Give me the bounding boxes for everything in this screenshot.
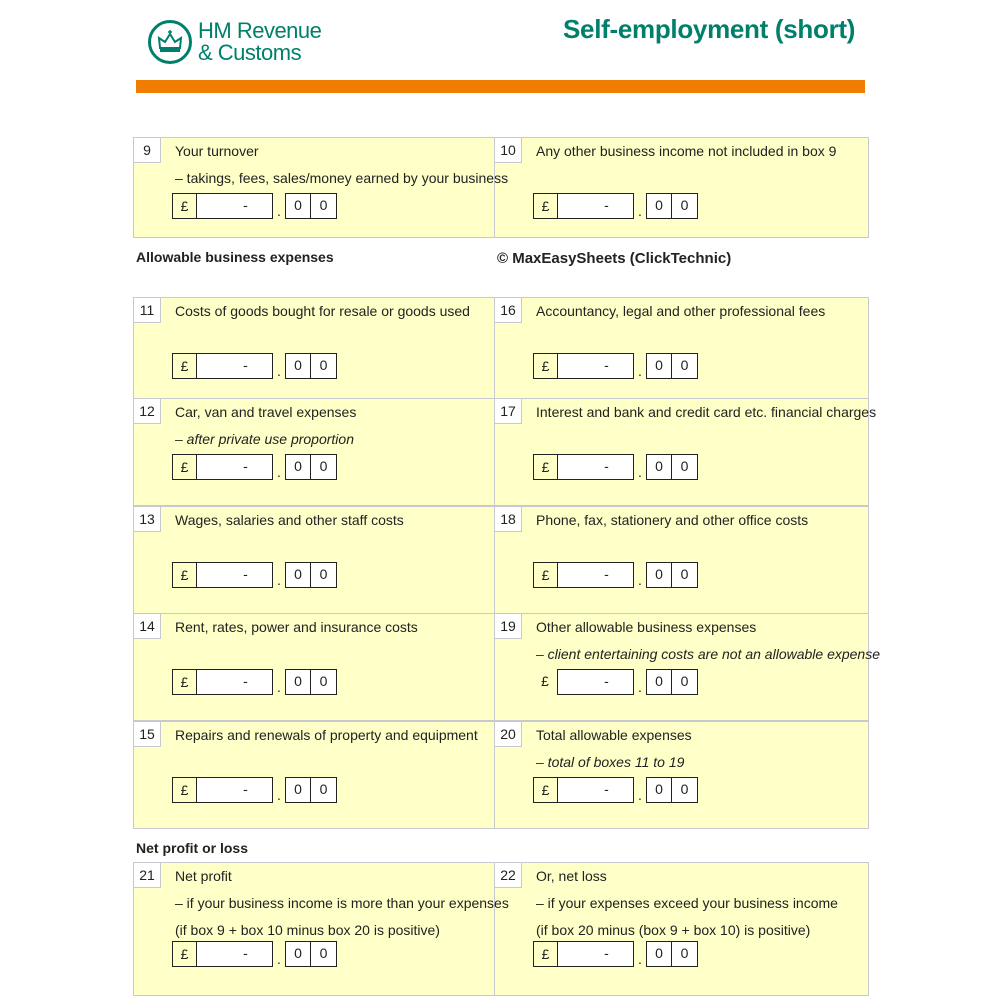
- pounds-input[interactable]: -: [557, 193, 634, 219]
- currency-symbol: £: [533, 562, 557, 588]
- currency-symbol: £: [172, 941, 196, 967]
- box-label: Costs of goods bought for resale or goods used: [175, 303, 470, 319]
- box-number: 21: [134, 863, 161, 888]
- pence-input-1[interactable]: 0: [285, 562, 311, 588]
- decimal-point: .: [638, 572, 642, 588]
- section-heading-net: Net profit or loss: [136, 840, 249, 856]
- pence-input-2[interactable]: 0: [311, 669, 337, 695]
- pence-input-1[interactable]: 0: [646, 562, 672, 588]
- box-number: 19: [495, 614, 522, 639]
- box-sublabel: (if box 20 minus (box 9 + box 10) is positive): [536, 922, 811, 938]
- box-number: 22: [495, 863, 522, 888]
- money-field: [172, 777, 337, 803]
- box-10: [494, 137, 869, 238]
- logo-line2: & Customs: [198, 40, 302, 65]
- pence-input-1[interactable]: 0: [285, 669, 311, 695]
- decimal-point: .: [638, 787, 642, 803]
- box-number: 11: [134, 298, 161, 323]
- decimal-point: .: [638, 464, 642, 480]
- box-19: [494, 613, 880, 721]
- currency-symbol: £: [172, 669, 196, 695]
- pence-input-1[interactable]: 0: [285, 353, 311, 379]
- box-label: Interest and bank and credit card etc. financial charges: [536, 404, 877, 420]
- decimal-point: .: [638, 951, 642, 967]
- box-22: [494, 862, 869, 996]
- crown-icon: [148, 20, 192, 64]
- box-label: Wages, salaries and other staff costs: [175, 512, 404, 528]
- box-label: Any other business income not included in box 9: [536, 143, 837, 159]
- money-field: [533, 669, 698, 695]
- header-divider: [136, 80, 865, 93]
- pence-input-1[interactable]: 0: [646, 669, 672, 695]
- box-16: [494, 297, 869, 399]
- currency-symbol: £: [533, 193, 557, 219]
- money-field: [172, 941, 337, 967]
- box-15: [133, 721, 495, 829]
- currency-symbol: £: [172, 777, 196, 803]
- currency-symbol: £: [533, 941, 557, 967]
- currency-symbol: £: [533, 353, 557, 379]
- decimal-point: .: [277, 464, 281, 480]
- pence-input-2[interactable]: 0: [672, 777, 698, 803]
- box-number: 9: [134, 138, 161, 163]
- pounds-input[interactable]: -: [196, 669, 273, 695]
- money-field: [533, 454, 698, 480]
- box-label: Car, van and travel expenses: [175, 404, 357, 420]
- pence-input-2[interactable]: 0: [311, 353, 337, 379]
- money-field: [172, 454, 337, 480]
- pounds-input[interactable]: -: [196, 454, 273, 480]
- money-field: [172, 193, 337, 219]
- pounds-input[interactable]: -: [557, 562, 634, 588]
- pounds-input[interactable]: -: [557, 454, 634, 480]
- hmrc-logo: [148, 20, 321, 64]
- currency-symbol: £: [541, 673, 549, 689]
- decimal-point: .: [277, 679, 281, 695]
- pence-input-2[interactable]: 0: [672, 562, 698, 588]
- pence-input-1[interactable]: 0: [285, 777, 311, 803]
- box-number: 20: [495, 722, 522, 747]
- currency-symbol: £: [172, 454, 196, 480]
- decimal-point: .: [277, 787, 281, 803]
- money-field: [533, 941, 698, 967]
- pence-input-2[interactable]: 0: [311, 777, 337, 803]
- box-number: 12: [134, 399, 161, 424]
- money-field: [172, 669, 337, 695]
- decimal-point: .: [277, 363, 281, 379]
- money-field: [533, 193, 698, 219]
- decimal-point: .: [277, 951, 281, 967]
- box-number: 13: [134, 507, 161, 532]
- currency-symbol: £: [533, 454, 557, 480]
- pounds-input[interactable]: -: [196, 941, 273, 967]
- decimal-point: .: [277, 572, 281, 588]
- box-number: 15: [134, 722, 161, 747]
- section-heading-expenses: Allowable business expenses: [136, 249, 334, 265]
- box-sublabel: – takings, fees, sales/money earned by your business: [175, 170, 509, 186]
- box-20: [494, 721, 869, 829]
- pence-input-2[interactable]: 0: [311, 562, 337, 588]
- box-number: 18: [495, 507, 522, 532]
- pence-input-1[interactable]: 0: [646, 777, 672, 803]
- currency-symbol: £: [172, 353, 196, 379]
- box-label: Net profit: [175, 868, 232, 884]
- box-number: 17: [495, 399, 522, 424]
- money-field: [533, 353, 698, 379]
- box-18: [494, 506, 869, 614]
- pounds-input[interactable]: -: [196, 193, 273, 219]
- pence-input-2[interactable]: 0: [672, 193, 698, 219]
- pence-input-1[interactable]: 0: [285, 193, 311, 219]
- pounds-input[interactable]: -: [196, 777, 273, 803]
- box-label: Repairs and renewals of property and equipment: [175, 727, 478, 743]
- money-field: [172, 353, 337, 379]
- box-12: [133, 398, 495, 506]
- pence-input-2[interactable]: 0: [672, 353, 698, 379]
- pence-input-1[interactable]: 0: [646, 454, 672, 480]
- pounds-input[interactable]: -: [557, 777, 634, 803]
- pence-input-1[interactable]: 0: [285, 454, 311, 480]
- pounds-input[interactable]: -: [557, 941, 634, 967]
- box-sublabel: – if your expenses exceed your business income: [536, 895, 838, 911]
- pence-input-2[interactable]: 0: [672, 669, 698, 695]
- box-label: Phone, fax, stationery and other office costs: [536, 512, 809, 528]
- box-sublabel: – total of boxes 11 to 19: [536, 754, 685, 770]
- decimal-point: .: [638, 203, 642, 219]
- money-field: [172, 562, 337, 588]
- pence-input-2[interactable]: 0: [672, 454, 698, 480]
- pence-input-2[interactable]: 0: [311, 193, 337, 219]
- box-11: [133, 297, 495, 399]
- pence-input-2[interactable]: 0: [311, 454, 337, 480]
- pence-input-1[interactable]: 0: [646, 193, 672, 219]
- box-number: 16: [495, 298, 522, 323]
- decimal-point: .: [638, 679, 642, 695]
- box-label: Or, net loss: [536, 868, 607, 884]
- box-number: 14: [134, 614, 161, 639]
- box-label: Accountancy, legal and other professional fees: [536, 303, 826, 319]
- money-field: [533, 777, 698, 803]
- pounds-input[interactable]: -: [557, 353, 634, 379]
- box-label: Rent, rates, power and insurance costs: [175, 619, 418, 635]
- box-sublabel: (if box 9 + box 10 minus box 20 is positive): [175, 922, 440, 938]
- box-sublabel: – client entertaining costs are not an allowable expense: [536, 646, 880, 662]
- pounds-input[interactable]: -: [557, 669, 634, 695]
- decimal-point: .: [638, 363, 642, 379]
- page-title: Self-employment (short): [563, 14, 856, 44]
- pounds-input[interactable]: -: [196, 562, 273, 588]
- logo-line1: HM Revenue: [198, 18, 322, 43]
- pounds-input[interactable]: -: [196, 353, 273, 379]
- box-number: 10: [495, 138, 522, 163]
- box-label: Your turnover: [175, 143, 259, 159]
- decimal-point: .: [277, 203, 281, 219]
- box-sublabel: – after private use proportion: [175, 431, 354, 447]
- money-field: [533, 562, 698, 588]
- pence-input-2[interactable]: 0: [672, 941, 698, 967]
- currency-symbol: £: [172, 562, 196, 588]
- pence-input-2[interactable]: 0: [311, 941, 337, 967]
- pence-input-1[interactable]: 0: [646, 353, 672, 379]
- box-label: Total allowable expenses: [536, 727, 692, 743]
- pence-input-1[interactable]: 0: [285, 941, 311, 967]
- currency-symbol: £: [533, 777, 557, 803]
- copyright-notice: © MaxEasySheets (ClickTechnic): [497, 250, 732, 267]
- box-13: [133, 506, 495, 614]
- box-sublabel: – if your business income is more than your expenses: [175, 895, 509, 911]
- currency-symbol: £: [172, 193, 196, 219]
- box-14: [133, 613, 495, 721]
- box-label: Other allowable business expenses: [536, 619, 757, 635]
- pence-input-1[interactable]: 0: [646, 941, 672, 967]
- box-17: [494, 398, 877, 506]
